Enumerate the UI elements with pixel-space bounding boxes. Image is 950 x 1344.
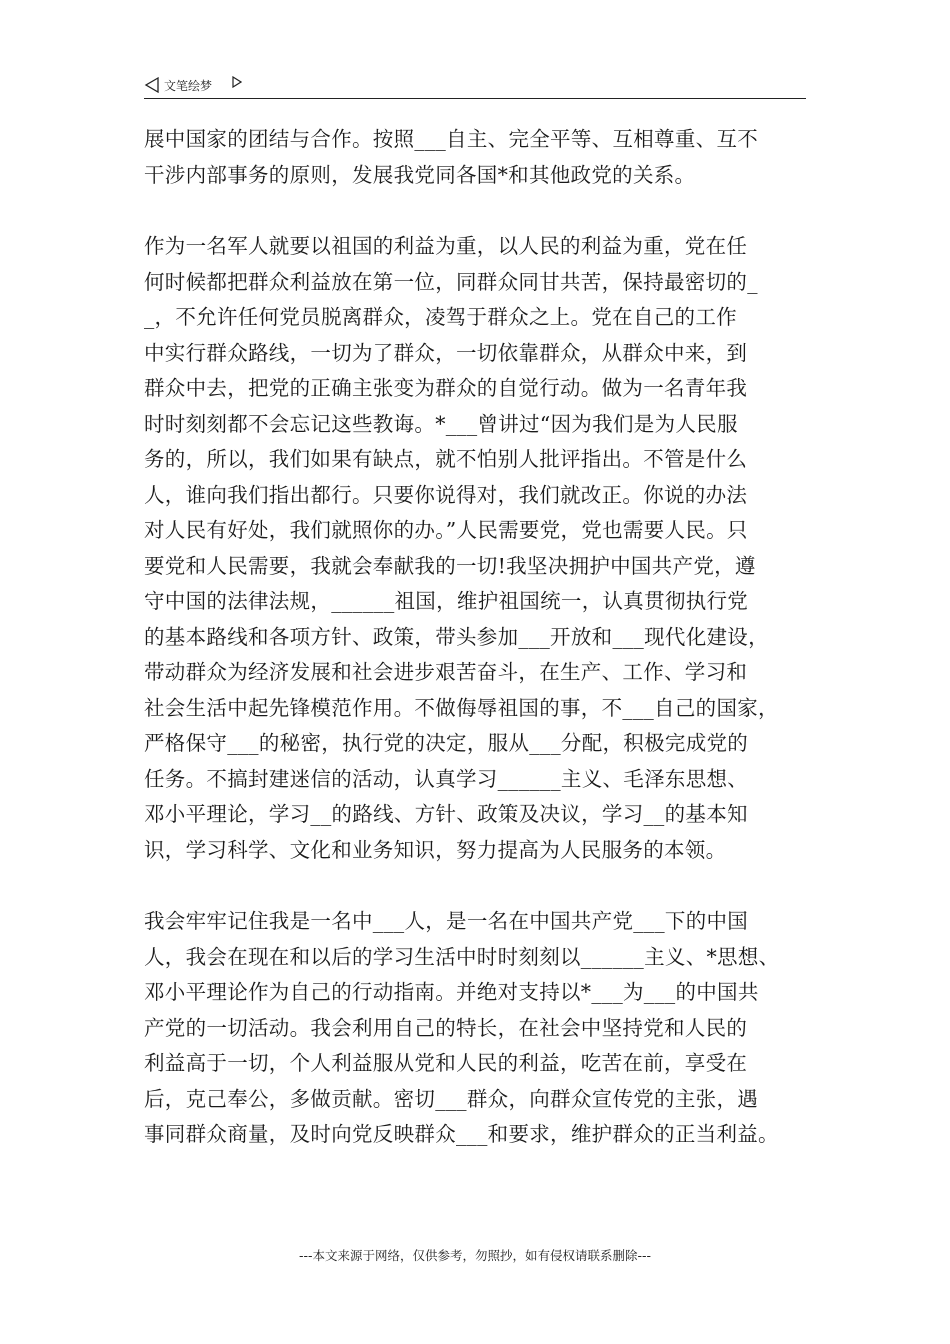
- text-line: 识，学习科学、文化和业务知识，努力提高为人民服务的本领。: [144, 837, 727, 862]
- paragraph-3: [144, 904, 814, 1153]
- text-line: 时时刻刻都不会忘记这些教诲。*___曾讲过“因为我们是为人民服: [144, 411, 738, 436]
- document-body: [144, 122, 814, 1189]
- text-line: 要党和人民需要，我就会奉献我的一切!我坚决拥护中国共产党，遵: [144, 553, 756, 578]
- text-line: 事同群众商量，及时向党反映群众___和要求，维护群众的正当利益。: [144, 1122, 779, 1146]
- text-line: 干涉内部事务的原则，发展我党同各国*和其他政党的关系。: [144, 162, 696, 187]
- text-line: 对人民有好处，我们就照你的办。”人民需要党，党也需要人民。只: [144, 518, 748, 542]
- text-line: 的基本路线和各项方针、政策，带头参加___开放和___现代化建设，: [144, 624, 769, 649]
- page-footer: ---本文来源于网络，仅供参考，勿照抄，如有侵权请联系删除---: [298, 1248, 652, 1263]
- header-brand: 文笔绘梦: [164, 79, 213, 93]
- paragraph-1: [144, 122, 814, 193]
- text-line: 守中国的法律法规，______祖国，维护祖国统一，认真贯彻执行党: [144, 589, 749, 613]
- text-line: 人，谁向我们指出都行。只要你说得对，我们就改正。你说的办法: [144, 482, 748, 507]
- text-line: 任务。不搞封建迷信的活动，认真学习______主义、毛泽东思想、: [144, 766, 749, 791]
- text-line: 严格保守___的秘密，执行党的决定，服从___分配，积极完成党的: [144, 731, 749, 755]
- paragraph-2: [144, 229, 814, 868]
- text-line: 群众中去，把党的正确主张变为群众的自觉行动。做为一名青年我: [144, 376, 748, 400]
- text-line: 人，我会在现在和以后的学习生活中时时刻刻以______主义、*思想、: [144, 944, 780, 969]
- text-line: 作为一名军人就要以祖国的利益为重，以人民的利益为重，党在任: [144, 234, 748, 258]
- text-line: 邓小平理论，学习__的路线、方针、政策及决议，学习__的基本知: [144, 802, 748, 826]
- text-line: _，不允许任何党员脱离群众，凌驾于群众之上。党在自己的工作: [144, 305, 737, 329]
- text-line: 我会牢牢记住我是一名中___人，是一名在中国共产党___下的中国: [144, 909, 749, 933]
- text-line: 中实行群众路线，一切为了群众，一切依靠群众，从群众中来，到: [144, 340, 748, 365]
- text-line: 社会生活中起先锋模范作用。不做侮辱祖国的事，不___自己的国家，: [144, 695, 779, 720]
- text-line: 利益高于一切，个人利益服从党和人民的利益，吃苦在前，享受在: [144, 1051, 748, 1075]
- text-line: 何时候都把群众利益放在第一位，同群众同甘共苦，保持最密切的_: [144, 269, 758, 294]
- triangle-right-icon: [232, 76, 242, 88]
- page-header: [144, 74, 806, 99]
- text-line: 后，克己奉公，多做贡献。密切___群众，向群众宣传党的主张，遇: [144, 1086, 759, 1111]
- text-line: 产党的一切活动。我会利用自己的特长，在社会中坚持党和人民的: [144, 1015, 748, 1040]
- text-line: 展中国家的团结与合作。按照___自主、完全平等、互相尊重、互不: [144, 127, 759, 151]
- text-line: 务的，所以，我们如果有缺点，就不怕别人批评指出。不管是什么: [144, 447, 748, 471]
- text-line: 邓小平理论作为自己的行动指南。并绝对支持以*___为___的中国共: [144, 980, 759, 1004]
- text-line: 带动群众为经济发展和社会进步艰苦奋斗，在生产、工作、学习和: [144, 660, 748, 684]
- triangle-left-icon: [144, 77, 160, 93]
